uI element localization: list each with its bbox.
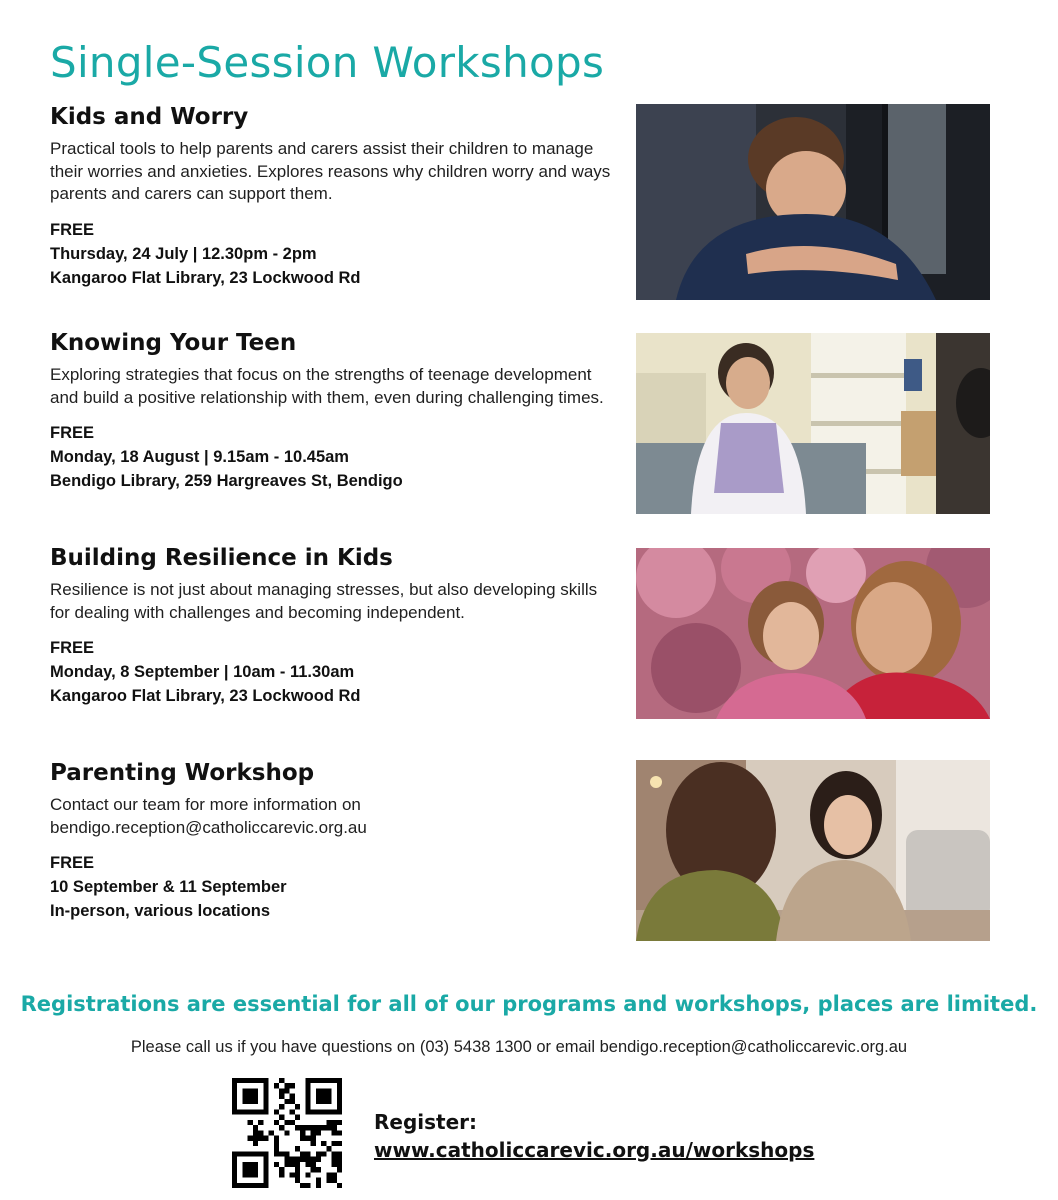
workshop-description: Exploring strategies that focus on the strengths of teenage development and build a positive relationship with them, even during challenging times. (50, 365, 604, 407)
workshop-location: In-person, various locations (50, 902, 271, 920)
workshop-date-time: Thursday, 24 July | 12.30pm - 2pm (50, 244, 317, 263)
workshop-date-time: Monday, 18 August | 9.15am - 10.45am (50, 448, 349, 466)
workshop-price: FREE (50, 854, 95, 872)
workshop-date-time: Monday, 8 September | 10am - 11.30am (50, 663, 355, 681)
workshop-parenting (50, 760, 620, 923)
workshop-kids-and-worry (50, 104, 620, 290)
workshop-location: Kangaroo Flat Library, 23 Lockwood Rd (50, 268, 361, 287)
page-title: Single-Session Workshops (50, 38, 605, 87)
workshop-building-resilience (50, 545, 620, 708)
workshop-contact-email[interactable]: bendigo.reception@catholiccarevic.org.au (50, 817, 367, 837)
workshop-description-line: Contact our team for more information on (50, 795, 361, 814)
workshop-title: Parenting Workshop (50, 760, 315, 786)
workshop-location: Kangaroo Flat Library, 23 Lockwood Rd (50, 687, 361, 705)
workshop-price: FREE (50, 639, 95, 657)
qr-code-icon[interactable] (232, 1078, 342, 1188)
workshop-location: Bendigo Library, 259 Hargreaves St, Bendigo (50, 472, 403, 490)
workshop-title: Building Resilience in Kids (50, 545, 393, 571)
workshop-knowing-your-teen (50, 330, 620, 493)
register-label: Register: (374, 1110, 478, 1134)
photo-mother-and-teen-talking (636, 760, 990, 941)
photo-mother-and-daughter-blossoms (636, 548, 990, 719)
photo-boy-at-window (636, 104, 990, 300)
workshop-title: Knowing Your Teen (50, 330, 297, 356)
register-link[interactable]: www.catholiccarevic.org.au/workshops (374, 1138, 815, 1162)
workshop-price: FREE (50, 424, 95, 442)
register-block (374, 1108, 814, 1164)
workshop-description: Practical tools to help parents and carers assist their children to manage their worries and anxieties. Explores reasons why children worry and ways parents and carers can support them. (50, 139, 611, 203)
workshop-price: FREE (50, 220, 95, 239)
contact-line: Please call us if you have questions on (03) 5438 1300 or email bendigo.reception@catholiccarevic.org.au (130, 1038, 908, 1056)
workshop-description (50, 794, 620, 839)
registration-notice: Registrations are essential for all of our programs and workshops, places are limited. (20, 992, 1038, 1016)
workshop-title: Kids and Worry (50, 104, 249, 130)
photo-teen-girl-in-room (636, 333, 990, 514)
workshop-description: Resilience is not just about managing stresses, but also developing skills for dealing with challenges and becoming independent. (50, 580, 598, 622)
workshop-date-time: 10 September & 11 September (50, 878, 287, 896)
